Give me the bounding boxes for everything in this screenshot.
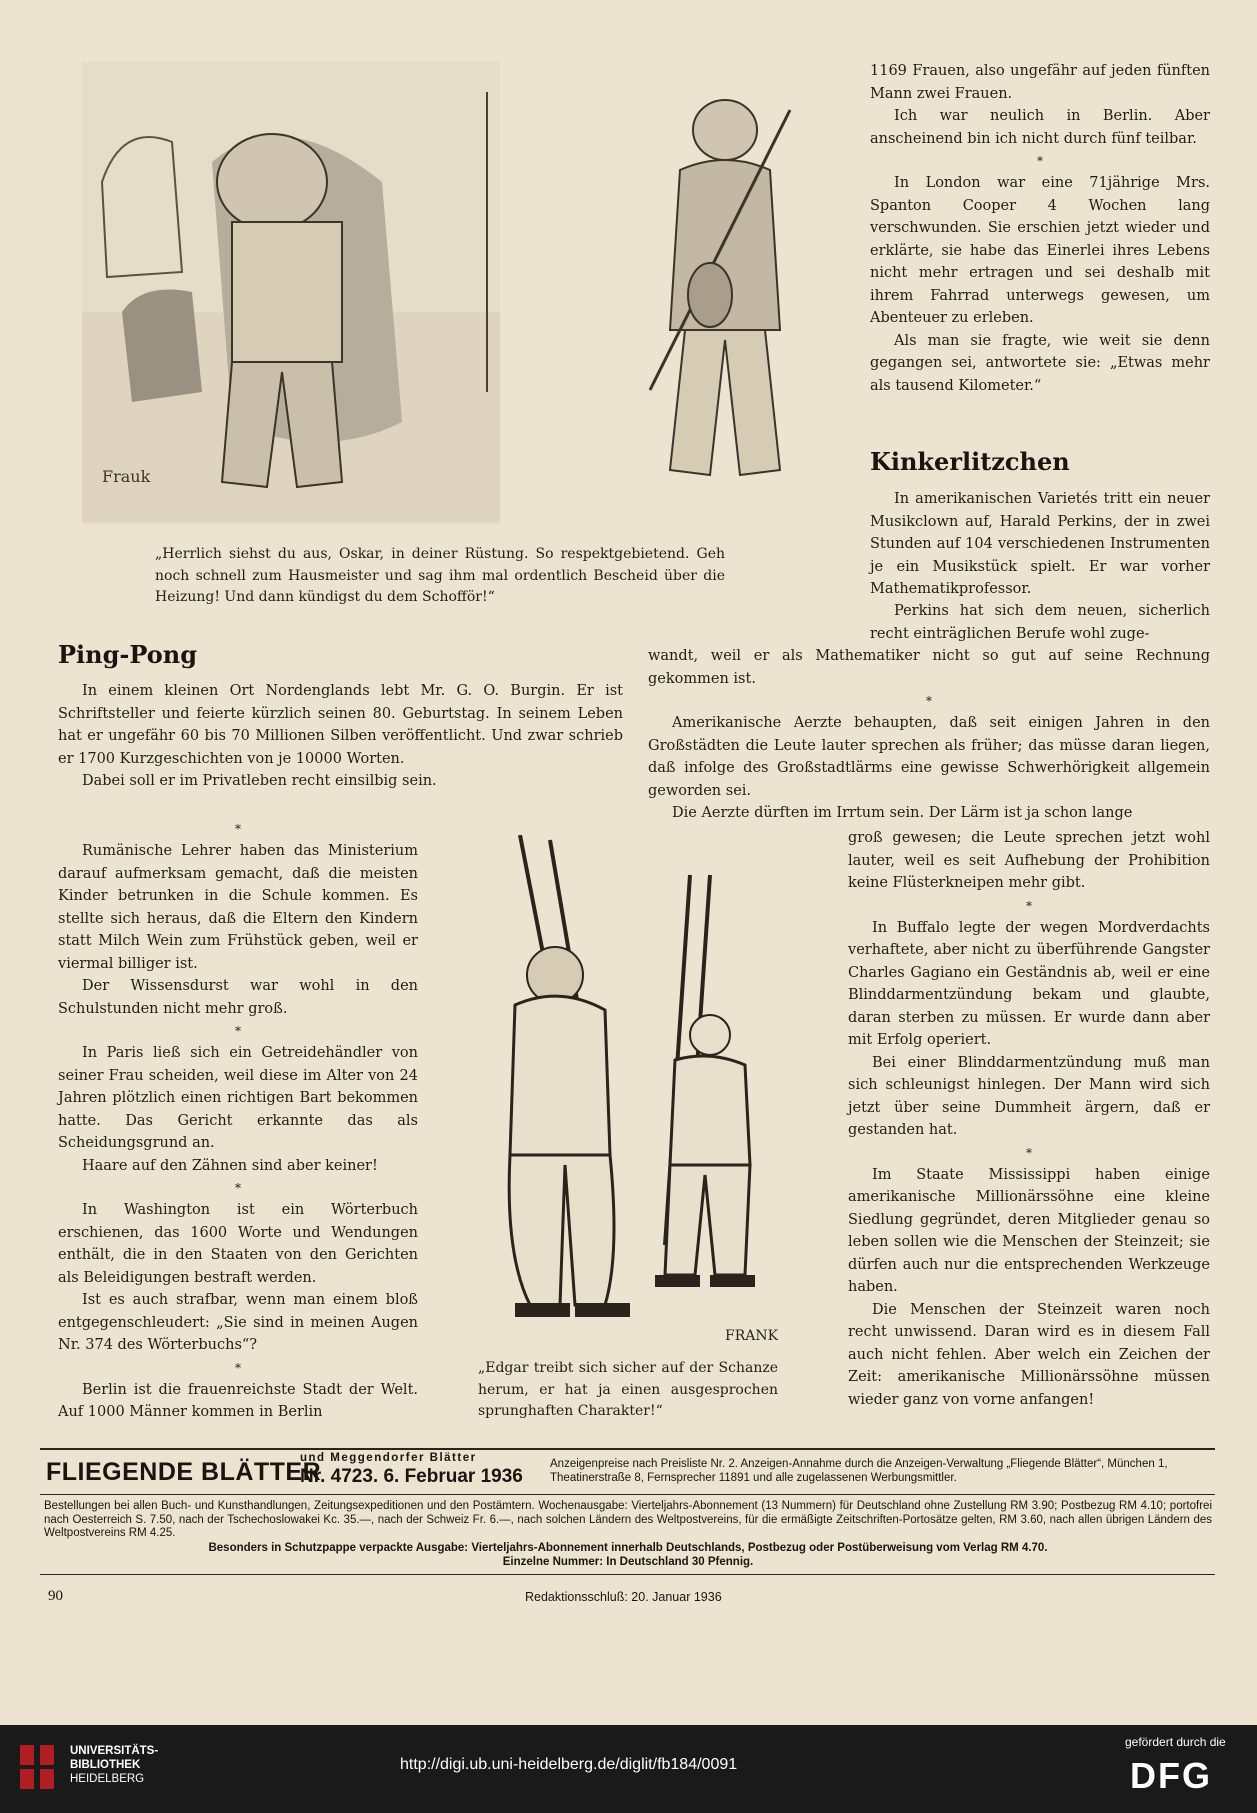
paragraph: In einem kleinen Ort Nordenglands lebt Mr. G. O. Burgin. Er ist Schriftsteller und feierte kürzlich seinen 80. Geburtstag. In seinem Leben hat er ungefähr 60 bis 70 Millionen Silben veröffentlicht. Und zwar schrieb er 1700 Kurzgeschichten von je 10000 Worten. (58, 683, 623, 767)
heading-ping-pong: Ping-Pong (58, 640, 197, 669)
right-column-top (870, 60, 1210, 397)
paragraph: Ist es auch strafbar, wenn man einem bloß entgegenschleudert: „Sie sind in meinen Augen Nr. 374 des Wörterbuchs“? (58, 1292, 418, 1353)
left-column-lower (58, 818, 418, 1424)
paragraph: In Buffalo legte der wegen Mordverdachts verhaftete, aber nicht zu überführende Gangster Charles Gagiano ein Geständnis ab, weil er eine Blinddarmentzündung bekam und glaubte, daran sterben zu müssen. Er wurde dann aber mit Erfolg operiert. (848, 919, 1210, 1048)
separator: * (1026, 898, 1032, 913)
library-logo-icon (20, 1745, 60, 1789)
paragraph: In Washington ist ein Wörterbuch erschienen, das 1600 Worte und Wendungen enthält, die in den Staaten von den Gerichten als Beleidigungen bestraft werden. (58, 1202, 418, 1286)
separator: * (926, 694, 932, 708)
special-edition-info: Besonders in Schutzpappe verpackte Ausgabe: Vierteljahrs-Abonnement innerhalb Deutschlands, Postbezug oder Postüberweisung vom Verlag RM 4.70. (208, 1542, 1048, 1554)
paragraph: Im Staate Mississippi haben einige amerikanische Millionärssöhne eine kleine Siedlung gegründet, deren Mitglieder genau so leben sollen wie die Menschen der Steinzeit; sie dürfen auch nur die entsprechenden Werkzeuge haben. (848, 1166, 1210, 1295)
paragraph: Dabei soll er im Privatleben recht einsilbig sein. (82, 773, 437, 789)
separator: * (235, 1181, 241, 1195)
paragraph: Perkins hat sich dem neuen, sicherlich recht einträglichen Berufe wohl zuge- (870, 603, 1210, 642)
library-bar (0, 1725, 1257, 1813)
paragraph: Haare auf den Zähnen sind aber keiner! (82, 1157, 378, 1174)
heading-kinkerlitzchen: Kinkerlitzchen (870, 447, 1070, 476)
valkyrie-figure (630, 90, 810, 490)
paragraph: 1169 Frauen, also ungefähr auf jeden fünften Mann zwei Frauen. (870, 63, 1210, 102)
footer-rule-top (40, 1448, 1215, 1450)
footer-rule-bottom (40, 1574, 1215, 1575)
paragraph: Ich war neulich in Berlin. Aber anscheinend bin ich nicht durch fünf teilbar. (870, 108, 1210, 147)
skiers-illustration (460, 835, 840, 1355)
paragraph: Als man sie fragte, wie weit sie denn gegangen sei, antwortete sie: „Etwas mehr als tausend Kilometer.“ (870, 332, 1210, 394)
ads-info: Anzeigenpreise nach Preisliste Nr. 2. Anzeigen-Annahme durch die Anzeigen-Verwaltung „Fliegende Blätter“, München 1, Theatinerstraße 8, Fernsprecher 11891 und alle zugelassenen Werbungsmittler. (550, 1458, 1168, 1484)
separator: * (1026, 1145, 1032, 1160)
orders-info: Bestellungen bei allen Buch- und Kunsthandlungen, Zeitungsexpeditionen und den Postämtern. Wochenausgabe: Vierteljahrs-Abonnement (13 Nummern) für Deutschland ohne Zustellung RM 3.90; Postbezug RM 4.10; portofrei nach Oesterreich S. 7.50, nach der Tschechoslowakei Kc. 35.—, nach der Schweiz Fr. 6.—, nach solchen Ländern des Weltpostvereins, für die ermäßigte Zeitschriften-Portosätze gelten, RM 3.60, nach allen übrigen Ländern des Weltpostvereins RM 4.25. (44, 1500, 1212, 1539)
paragraph: In London war eine 71jährige Mrs. Spanton Cooper 4 Wochen lang verschwunden. Sie erschien jetzt wieder und erklärte, sie habe das Einerlei ihres Lebens nicht mehr ertragen und sei deshalb mit ihrem Fahrrad unterwegs gewesen, um Abenteuer zu erleben. (870, 175, 1210, 326)
paragraph: groß gewesen; die Leute sprechen jetzt wohl lauter, weil es seit Aufhebung der Prohibition keine Flüsterkneipen mehr gibt. (848, 830, 1210, 891)
right-column-lower (848, 827, 1210, 1411)
paragraph: Die Menschen der Steinzeit waren noch recht unwissend. Daran wird es in diesem Fall auch nicht fehlen. Aber welch ein Zeichen der Zeit: amerikanische Millionärssöhne müssen wieder ganz von vorne anfangen! (848, 1301, 1210, 1408)
knight-drawing (82, 62, 500, 524)
paragraph: Der Wissensdurst war wohl in den Schulstunden nicht mehr groß. (58, 978, 418, 1017)
separator: * (1037, 154, 1043, 168)
separator: * (235, 822, 241, 836)
separator: * (235, 1360, 241, 1375)
dfg-logo: DFG (1130, 1755, 1212, 1796)
paragraph: wandt, weil er als Mathematiker nicht so gut auf seine Rechnung gekommen ist. (648, 648, 1210, 687)
library-name-line3: HEIDELBERG (70, 1773, 145, 1785)
kinker-wide (648, 645, 1210, 825)
paragraph: Amerikanische Aerzte behaupten, daß seit einigen Jahren in den Großstädten die Leute lauter sprechen als früher; das müsse daran liegen, daß infolge des Großstadtlärms eine gewisse Schwerhörigkeit allgemein geworden sei. (648, 715, 1210, 799)
library-name-line2: BIBLIOTHEK (70, 1759, 141, 1771)
skiers-drawing (460, 835, 840, 1355)
funded-by-label: gefördert durch die (1125, 1735, 1226, 1749)
single-issue-price: Einzelne Nummer: In Deutschland 30 Pfennig. (502, 1556, 754, 1568)
paragraph: Die Aerzte dürften im Irrtum sein. Der Lärm ist ja schon lange (672, 805, 1133, 821)
separator: * (235, 1024, 241, 1038)
library-logo (20, 1745, 60, 1789)
skiers-caption: „Edgar treibt sich sicher auf der Schanze herum, er hat ja einen ausgesprochen sprunghaften Charakter!“ (478, 1360, 778, 1419)
masthead-subtitle: und Meggendorfer Blätter (300, 1452, 477, 1464)
paragraph: Bei einer Blinddarmentzündung muß man sich schleunigst hinlegen. Der Mann wird sich jetzt über seine Dummheit ärgern, daß er gestanden hat. (848, 1054, 1210, 1138)
page-number: 90 (48, 1588, 63, 1604)
knight-caption: „Herrlich siehst du aus, Oskar, in deiner Rüstung. So respektgebietend. Geh noch schnell zum Hausmeister und sag ihm mal ordentlich Bescheid über die Heizung! Und dann kündigst du dem Schofför!“ (155, 546, 725, 605)
knight-illustration (82, 62, 500, 524)
kinker-column-cont (870, 600, 1210, 645)
paragraph: In Paris ließ sich ein Getreidehändler von seiner Frau scheiden, weil diese im Alter von 24 Jahren plötzlich einen richtigen Bart bekommen hatte. Das Gericht erkannte das als Scheidungsgrund an. (58, 1045, 418, 1151)
page-url-link[interactable]: http://digi.ub.uni-heidelberg.de/diglit/fb184/0091 (400, 1756, 738, 1773)
valkyrie-drawing (630, 90, 810, 490)
footer-rule-mid (40, 1494, 1215, 1495)
paragraph: Berlin ist die frauenreichste Stadt der Welt. Auf 1000 Männer kommen in Berlin (58, 1381, 418, 1420)
masthead-title: FLIEGENDE BLÄTTER (46, 1458, 322, 1486)
editorial-deadline: Redaktionsschluß: 20. Januar 1936 (525, 1590, 722, 1604)
library-name-line1: UNIVERSITÄTS- (70, 1745, 159, 1757)
svg-text:FRANK: FRANK (725, 1328, 779, 1344)
pingpong-column (58, 680, 623, 793)
paragraph: Rumänische Lehrer haben das Ministerium darauf aufmerksam gemacht, daß die meisten Kinder betrunken in die Schule kommen. Es stellte sich heraus, daß die Eltern den Kindern statt Milch Wein zum Frühstück geben, weil er viermal billiger ist. (58, 843, 418, 972)
svg-text:Frauk: Frauk (102, 467, 151, 486)
paragraph: In amerikanischen Varietés tritt ein neuer Musikclown auf, Harald Perkins, der in zwei Stunden auf 104 verschiedenen Instrumenten je ein Musikstück spielt. Er war vorher Mathematikprofessor. (870, 491, 1210, 597)
issue-number: Nr. 4723. 6. Februar 1936 (300, 1466, 523, 1487)
kinker-column (870, 488, 1210, 601)
